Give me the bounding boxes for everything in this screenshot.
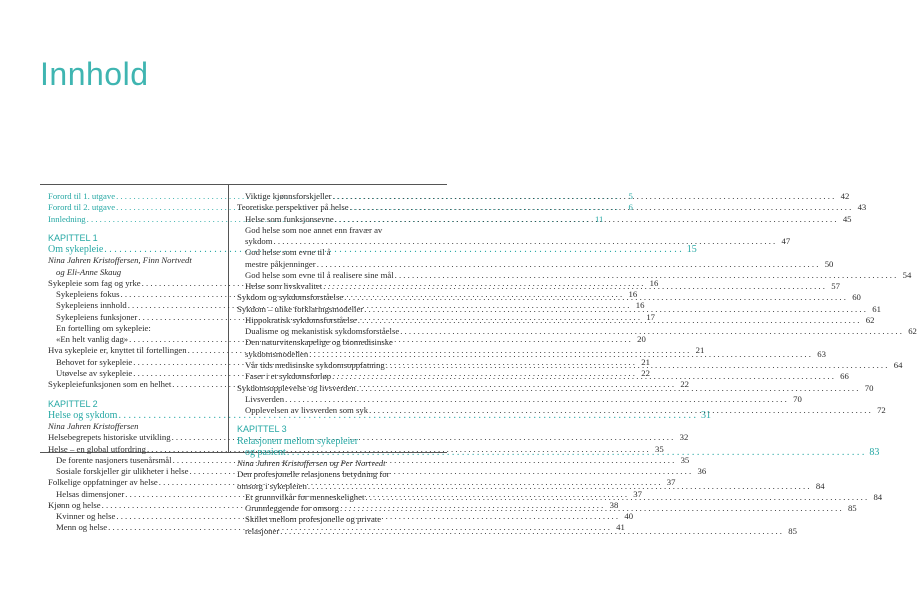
entry-title: Kjønn og helse [48,499,101,510]
toc-entry[interactable] [237,191,850,202]
entry-title: KAPITTEL 1 [48,232,98,243]
dot-leader [331,371,835,382]
top-rule [40,184,447,185]
page-number: 37 [633,488,642,499]
entry-title: «En helt vanlig dag» [56,334,129,345]
page-number: 72 [877,405,886,416]
chapter-authors [48,421,219,432]
toc-entry[interactable] [237,225,440,236]
toc-entry[interactable] [237,393,802,405]
entry-title: Nina Jahren Kristoffersen [48,421,139,432]
entry-title: Sykdomsopplevelse og livsverden [237,382,356,393]
dot-leader [356,383,860,394]
dot-leader [339,503,843,514]
page-number: 61 [872,303,881,314]
dot-leader [308,349,812,360]
entry-title: Forord til 2. utgave [48,202,116,213]
page-number: 37 [666,477,676,488]
dot-leader [349,202,853,213]
entry-title: Livsverden [245,393,285,404]
page-number: 38 [609,499,619,510]
chapter-authors [237,458,440,469]
entry-title: omsorg i sykepleien [237,480,307,491]
entry-title: og pasient [245,446,286,458]
page-number: 31 [700,409,711,421]
entry-title: Sykdom og sykdomsforståelse [237,292,344,303]
chapter-label [48,399,219,410]
section-gap [48,225,219,229]
dot-leader [368,405,872,416]
page-number: 63 [817,348,826,359]
entry-title: Helse og sykdom [48,409,118,421]
page-number: 5 [628,191,633,201]
entry-title: Teoretiske perspektiver på helse [237,202,349,213]
page-number: 35 [654,443,664,454]
page-number: 22 [680,379,689,390]
toc-entry[interactable] [237,514,440,525]
page-number: 11 [594,213,604,224]
entry-title: Den profesjonelle relasjonens betydning for [237,469,390,480]
entry-title: mestre påkjenninger [245,258,316,269]
page-number: 50 [824,258,834,269]
entry-title: De forente nasjoners tusenårsmål [56,454,172,465]
page-number: 85 [788,525,797,536]
dot-leader [357,315,861,326]
page-title: Innhold [40,56,149,92]
entry-title: Opplevelsen av livsverden som syk [245,405,369,416]
entry-title: Faser i et sykdomsforløp [245,371,332,382]
entry-title: En fortelling om sykepleie: [56,322,151,333]
chapter-authors [48,267,219,278]
dot-leader [363,304,867,315]
entry-title: Dualisme og mekanistisk sykdomsforståelse [245,326,400,337]
entry-title: Folkelige oppfatninger av helse [48,477,158,488]
page-number: 15 [686,244,697,256]
dot-leader [343,292,847,303]
chapter-label [237,424,440,435]
dot-leader [332,191,836,202]
entry-title: Menn og helse [56,522,108,533]
page-number: 36 [697,466,707,477]
entry-title: Helsas dimensjoner [56,488,125,499]
entry-title: Nina Jahren Kristoffersen og Per Nortvedt [237,458,386,469]
entry-title: Nina Jahren Kristoffersen, Finn Nortvedt [48,255,192,266]
entry-title: Sykdom – ulike forklaringsmodeller [237,303,364,314]
entry-title: Sykepleie som fag og yrke [48,277,141,288]
page-number: 22 [641,367,650,378]
entry-title: KAPITTEL 2 [48,398,98,409]
entry-title: Om sykepleie [48,244,104,256]
page-number: 41 [616,522,625,533]
entry-title: Den naturvitenskapelige og biomedisinske [245,337,393,348]
page-number: 84 [815,480,825,491]
dot-leader [385,360,889,371]
section-gap [237,416,440,420]
chapter-authors [48,255,219,266]
page-number: 35 [680,454,690,465]
dot-leader [279,526,783,537]
dot-leader [334,214,838,225]
entry-title: Kvinner og helse [56,511,116,522]
chapter-title[interactable] [237,436,440,447]
entry-title: Sykepleiens fokus [56,289,120,300]
page-number: 70 [864,382,874,393]
entry-title: God helse som noe annet enn fravær av [245,224,383,235]
page-number: 84 [873,491,883,502]
entry-title: Sykepleiens innhold [56,300,127,311]
page-number: 20 [637,334,646,345]
entry-title: Hippokratisk sykdomsforståelse [245,314,357,325]
entry-title: Helse – en global utfordring [48,443,146,454]
page-number: 32 [679,432,689,443]
dot-leader [273,236,777,247]
page-number: 43 [857,202,867,213]
page-number: 16 [628,289,638,300]
dot-leader [399,326,903,337]
page-number: 6 [628,202,633,213]
toc-entry[interactable] [48,323,219,334]
chapter-label [48,233,219,244]
entry-title: Behovet for sykepleie [56,356,133,367]
entry-title: Sosiale forskjeller gir ulikheter i helse [56,466,189,477]
page-number: 42 [840,191,850,201]
entry-title: relasjoner [245,525,280,536]
entry-title: Hva sykepleie er, knyttet til fortellingen [48,345,187,356]
page-number: 54 [902,269,912,280]
entry-title: Sykepleiens funksjoner [56,311,138,322]
entry-title: Skillet mellom profesjonelle og private [245,514,382,525]
page-number: 70 [793,393,802,404]
toc-entry[interactable] [237,337,440,348]
page-number: 17 [646,311,656,322]
dot-leader [394,270,898,281]
dot-leader [316,259,820,270]
entry-title: Vår tids medisinske sykdomsoppfatning [245,359,385,370]
page-number: 16 [649,277,659,288]
page-number: 21 [641,356,650,367]
toc-entry[interactable] [237,247,440,258]
page-number: 62 [865,314,875,325]
dot-leader [364,492,868,503]
page-number: 66 [840,371,849,382]
entry-title: Forord til 1. utgave [48,191,116,201]
page-number: 83 [869,446,880,458]
page-number: 60 [852,292,861,303]
dot-leader [322,281,826,292]
entry-title: sykdom [245,236,273,247]
dot-leader [286,447,866,458]
entry-title: Helsebegrepets historiske utvikling [48,432,171,443]
section-gap [48,391,219,395]
entry-title: Innledning [48,213,86,224]
page-number: 85 [847,503,857,514]
entry-title: God helse som evne til å realisere sine mål [245,269,394,280]
toc-entry[interactable] [237,469,440,480]
toc-entry[interactable] [237,326,917,337]
entry-title: Sykepleiefunksjonen som en helhet [48,379,172,390]
page-number: 57 [831,281,840,292]
page-number: 62 [908,326,917,337]
toc-entry[interactable] [237,236,791,247]
entry-title: KAPITTEL 3 [237,424,287,435]
page-number: 21 [695,345,705,356]
dot-leader [307,481,811,492]
toc-entry[interactable] [237,258,834,270]
entry-title: Viktige kjønnsforskjeller [245,191,332,201]
entry-title: Et grunnvilkår for menneskelighet [245,491,365,502]
entry-title: God helse som evne til å [245,247,331,258]
toc-entry[interactable] [237,202,867,213]
entry-title: Grunnleggende for omsorg [245,503,339,514]
toc-entry[interactable] [237,269,912,281]
dot-leader [284,394,788,405]
page-number: 45 [842,213,852,224]
page-number: 16 [635,300,645,311]
entry-title: Relasjonen mellom sykepleier [237,435,359,447]
entry-title: Utøvelse av sykepleie [56,367,133,378]
page-number: 64 [893,359,903,370]
entry-title: Helse som funksjonsevne [245,213,334,224]
entry-title: og Eli-Anne Skaug [56,266,122,277]
page-number: 47 [781,236,791,247]
entry-title: Helse som livskvalitet [245,281,323,292]
entry-title: sykdomsmodellen [245,348,309,359]
page-number: 40 [624,511,634,522]
